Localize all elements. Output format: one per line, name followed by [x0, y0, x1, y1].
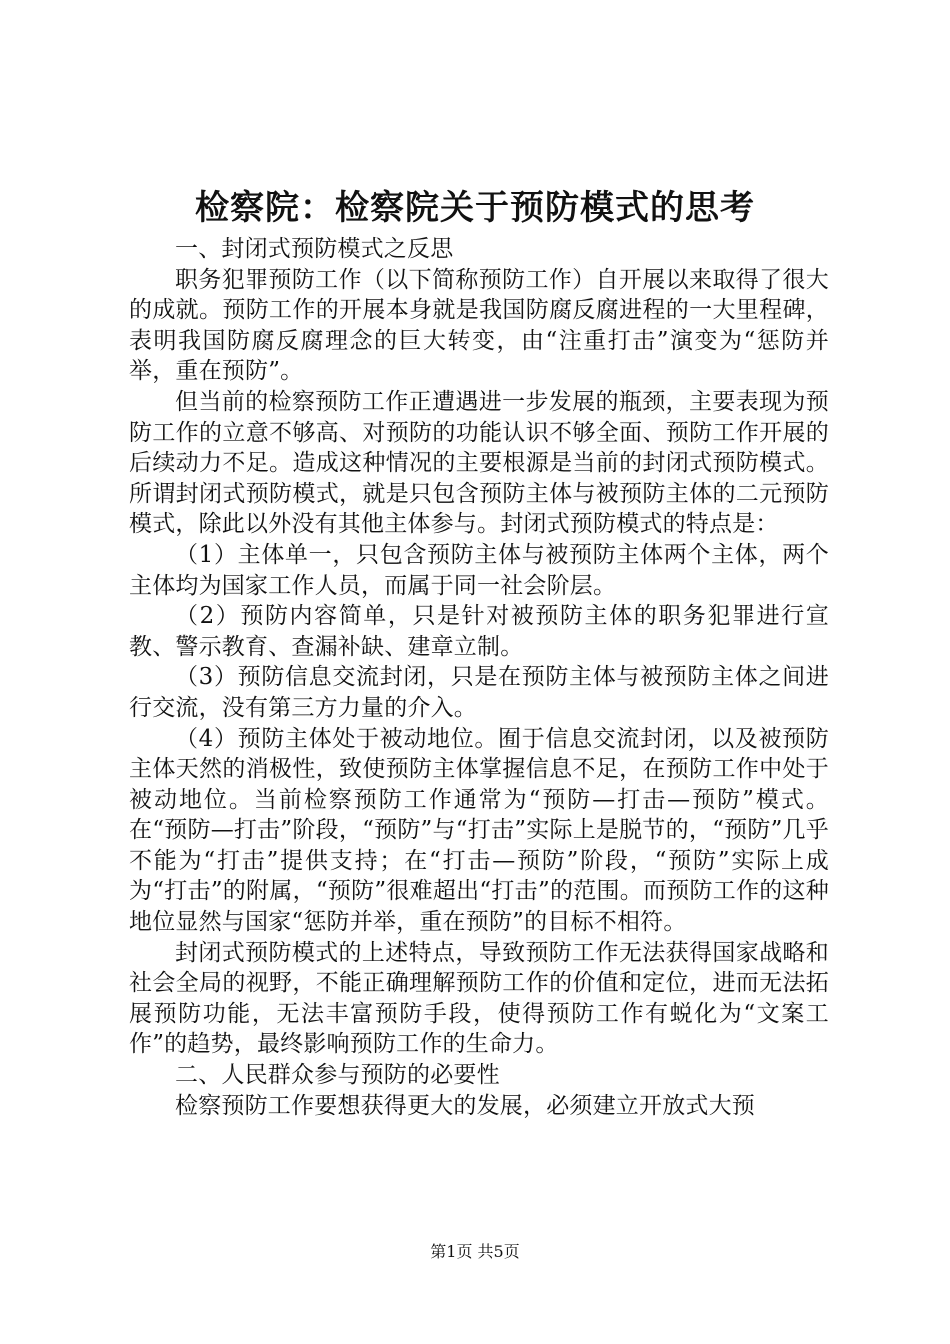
paragraph: 检察预防工作要想获得更大的发展，必须建立开放式大预 [175, 1092, 755, 1119]
list-item: （2）预防内容简单，只是针对被预防主体的职务犯罪进行宣教、警示教育、查漏补缺、建章立制。 [129, 603, 829, 660]
paragraph: 封闭式预防模式的上述特点，导致预防工作无法获得国家战略和社会全局的视野，不能正确理解预防工作的价值和定位，进而无法拓展预防功能，无法丰富预防手段，使得预防工作有蜕化为“文案工作”的趋势，最终影响预防工作的生命力。 [129, 939, 829, 1058]
section-heading: 二、人民群众参与预防的必要性 [175, 1062, 500, 1089]
paragraph: 职务犯罪预防工作（以下简称预防工作）自开展以来取得了很大的成就。预防工作的开展本身就是我国防腐反腐进程的一大里程碑，表明我国防腐反腐理念的巨大转变，由“注重打击”演变为“惩防并举，重在预防”。 [129, 266, 829, 385]
document-body [129, 234, 829, 1121]
list-item: （3）预防信息交流封闭，只是在预防主体与被预防主体之间进行交流，没有第三方力量的介入。 [129, 664, 829, 721]
list-item: （4）预防主体处于被动地位。囿于信息交流封闭，以及被预防主体天然的消极性，致使预防主体掌握信息不足，在预防工作中处于被动地位。当前检察预防工作通常为“预防—打击—预防”模式。在“预防—打击”阶段，“预防”与“打击”实际上是脱节的，“预防”几乎不能为“打击”提供支持；在“打击—预防”阶段，“预防”实际上成为“打击”的附属，“预防”很难超出“打击”的范围。而预防工作的这种地位显然与国家“惩防并举，重在预防”的目标不相符。 [129, 725, 829, 936]
page-number: 第1页 共5页 [430, 1242, 520, 1261]
document-title: 检察院：检察院关于预防模式的思考 [195, 188, 755, 228]
list-item: （1）主体单一，只包含预防主体与被预防主体两个主体，两个主体均为国家工作人员，而属于同一社会阶层。 [129, 541, 829, 599]
section-heading: 一、封闭式预防模式之反思 [175, 236, 454, 262]
paragraph: 但当前的检察预防工作正遭遇进一步发展的瓶颈，主要表现为预防工作的立意不够高、对预防的功能认识不够全面、预防工作开展的后续动力不足。造成这种情况的主要根源是当前的封闭式预防模式。所谓封闭式预防模式，就是只包含预防主体与被预防主体的二元预防模式，除此以外没有其他主体参与。封闭式预防模式的特点是： [129, 388, 829, 538]
page-footer [0, 1242, 950, 1262]
